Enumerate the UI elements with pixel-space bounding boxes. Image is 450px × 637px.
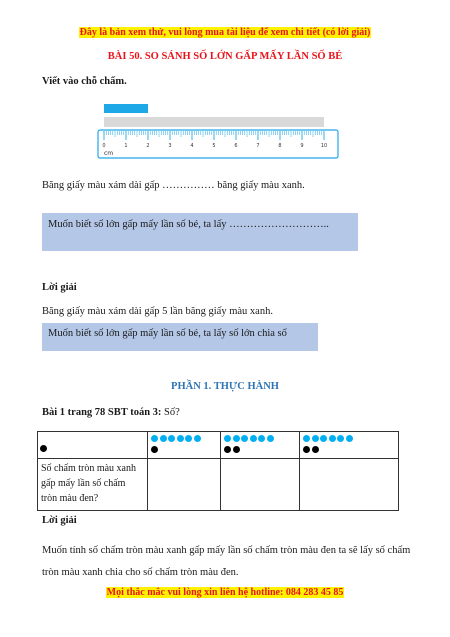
row-label-cell xyxy=(38,459,148,511)
ruler-unit: cm xyxy=(104,150,114,157)
hint-box-blank xyxy=(42,213,358,251)
blue-dot xyxy=(168,435,175,442)
ruler-tick-label: 10 xyxy=(320,143,328,149)
ruler-tick-label: 7 xyxy=(256,143,260,149)
exercise-prompt: Số? xyxy=(161,407,180,418)
solution-label-2: Lời giải xyxy=(42,515,77,526)
instruction: Viết vào chỗ chấm. xyxy=(42,76,127,87)
blue-dot xyxy=(312,435,319,442)
row-label: Số chấm tròn màu xanh gấp mấy lần số chấm tròn màu đen? xyxy=(41,463,136,504)
ruler-tick-label: 4 xyxy=(190,143,194,149)
black-dot xyxy=(303,446,310,453)
black-dots-row xyxy=(224,445,296,456)
dots-cell-3 xyxy=(221,432,300,459)
dots-cell-2 xyxy=(148,432,221,459)
hotline-footer xyxy=(0,587,450,598)
blue-dots-row xyxy=(224,434,296,445)
blue-dot xyxy=(233,435,240,442)
blue-dot xyxy=(320,435,327,442)
black-dot xyxy=(233,446,240,453)
solution-label: Lời giải xyxy=(42,282,77,293)
blue-dot xyxy=(346,435,353,442)
black-dots-row xyxy=(40,444,144,455)
ruler-tick-label: 5 xyxy=(212,143,216,149)
hint-box-filled-text: Muốn biết số lớn gấp mấy lần số bé, ta lấy số lớn chia số xyxy=(48,328,287,339)
exercise-number: Bài 1 trang 78 SBT toán 3: xyxy=(42,407,162,418)
blue-dot xyxy=(303,435,310,442)
ruler-figure xyxy=(96,100,346,160)
black-dot xyxy=(40,445,47,452)
ruler-tick-label: 1 xyxy=(124,143,128,149)
gray-paper-strip xyxy=(104,117,324,127)
blue-dot xyxy=(160,435,167,442)
black-dot xyxy=(312,446,319,453)
explanation: Muốn tính số chấm tròn màu xanh gấp mấy lần số chấm tròn màu đen ta sẽ lấy số chấm tròn màu xanh chia cho số chấm tròn màu đen. xyxy=(42,545,411,578)
blue-dot xyxy=(241,435,248,442)
blue-dots-row xyxy=(151,434,217,445)
ruler-tick-label: 9 xyxy=(300,143,304,149)
answer-row xyxy=(38,459,399,511)
answer-line: Băng giấy màu xám dài gấp 5 lần băng giấy màu xanh. xyxy=(42,306,273,317)
ruler-tick-label: 8 xyxy=(278,143,282,149)
dots-table xyxy=(37,431,399,511)
blue-dot xyxy=(177,435,184,442)
black-dots-row xyxy=(151,445,217,456)
blue-dot xyxy=(250,435,257,442)
dots-cell-4 xyxy=(300,432,399,459)
blue-dot xyxy=(194,435,201,442)
dots-cell-1 xyxy=(38,432,148,459)
answer-cell-3[interactable] xyxy=(300,459,399,511)
ruler-tick-label: 0 xyxy=(102,143,106,149)
question-line: Băng giấy màu xám dài gấp …………… băng giấy màu xanh. xyxy=(42,180,305,191)
blue-dot xyxy=(224,435,231,442)
preview-banner xyxy=(0,27,450,38)
hint-box-filled xyxy=(42,323,318,351)
blue-dot xyxy=(185,435,192,442)
exercise-heading xyxy=(42,407,180,418)
answer-cell-2[interactable] xyxy=(221,459,300,511)
dots-row xyxy=(38,432,399,459)
section-heading: PHẦN 1. THỰC HÀNH xyxy=(171,381,279,392)
blue-dot xyxy=(329,435,336,442)
ruler-tick-label: 6 xyxy=(234,143,238,149)
preview-banner-text: Đây là bản xem thử, vui lòng mua tài liệu để xem chi tiết (có lời giải) xyxy=(79,27,371,38)
blue-paper-strip xyxy=(104,104,148,113)
ruler-tick-label: 3 xyxy=(168,143,172,149)
lesson-title: BÀI 50. SO SÁNH SỐ LỚN GẤP MẤY LẦN SỐ BÉ xyxy=(107,51,343,62)
hotline-footer-text: Mọi thắc mắc vui lòng xin liên hệ hotline: 084 283 45 85 xyxy=(106,587,344,598)
black-dot xyxy=(224,446,231,453)
blue-dots-row xyxy=(303,434,395,445)
blue-dot xyxy=(258,435,265,442)
blue-dot xyxy=(337,435,344,442)
black-dots-row xyxy=(303,445,395,456)
blue-dot xyxy=(267,435,274,442)
hint-box-blank-text: Muốn biết số lớn gấp mấy lần số bé, ta lấy ……………………….. xyxy=(48,219,329,230)
ruler-tick-label: 2 xyxy=(146,143,150,149)
answer-cell-1[interactable] xyxy=(148,459,221,511)
blue-dot xyxy=(151,435,158,442)
black-dot xyxy=(151,446,158,453)
